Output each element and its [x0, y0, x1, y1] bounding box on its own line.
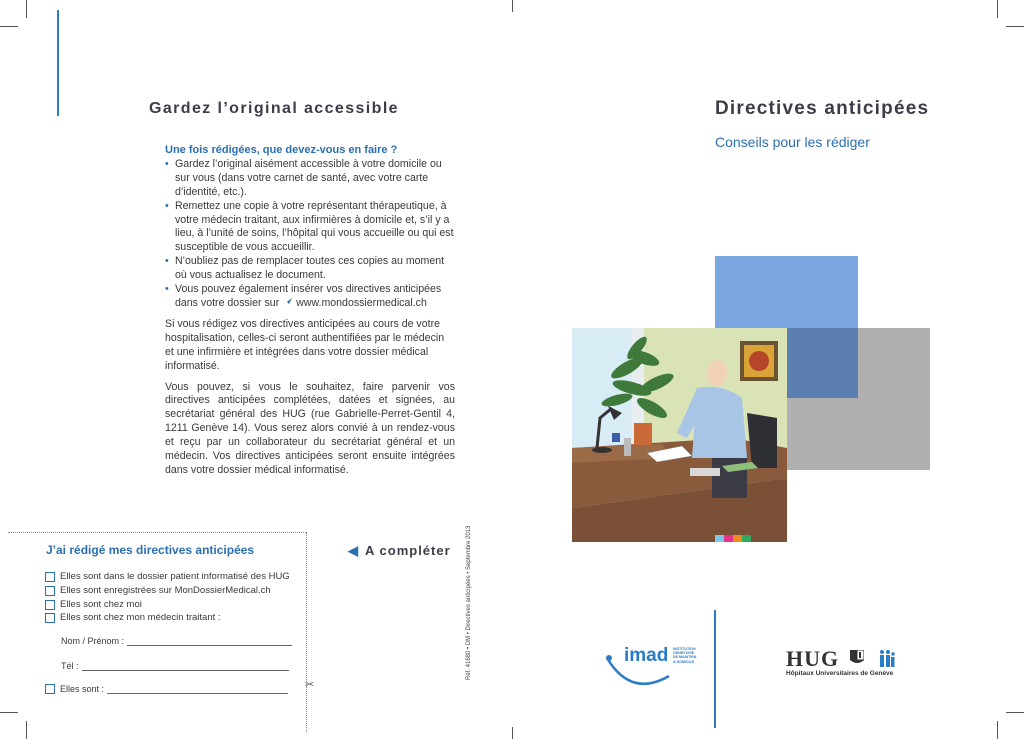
- left-body: [165, 144, 455, 478]
- hug-subtitle: Hôpitaux Universitaires de Genève: [786, 670, 894, 677]
- geneva-shield-icon: [850, 650, 864, 671]
- list-item: • N’oubliez pas de remplacer toutes ces copies au moment où vous actualisez le document.: [165, 255, 455, 283]
- website-link[interactable]: www.mondossiermedical.ch: [296, 296, 427, 309]
- hug-wordmark: HUG: [786, 646, 840, 671]
- a-completer-label: [348, 543, 451, 559]
- checkbox-row[interactable]: [45, 684, 288, 694]
- tel-field[interactable]: [61, 661, 289, 671]
- checkbox-label: Elles sont chez moi: [60, 599, 142, 610]
- elles-sont-label: Elles sont :: [60, 684, 105, 694]
- checkbox-row[interactable]: [45, 612, 221, 623]
- form-title: J’ai rédigé mes directives anticipées: [46, 543, 255, 557]
- bullet-list: [165, 158, 455, 311]
- crop-mark: [512, 727, 513, 739]
- elles-sont-input-line[interactable]: [107, 685, 288, 694]
- document-title: Directives anticipées: [715, 98, 930, 119]
- left-blue-rule: [57, 10, 59, 116]
- checkbox-label: Elles sont chez mon médecin traitant :: [60, 612, 221, 623]
- checkbox-row[interactable]: [45, 571, 290, 582]
- hug-logo: [786, 646, 898, 680]
- left-heading: Gardez l’original accessible: [149, 100, 399, 117]
- cut-line-vertical: [306, 532, 307, 732]
- people-icon: [878, 649, 896, 672]
- crop-mark: [0, 26, 18, 27]
- light-blue-square: [715, 256, 858, 328]
- arrow-left-icon: ◀: [348, 543, 359, 558]
- imad-logo: [601, 638, 701, 690]
- scissors-icon: ✂: [305, 679, 315, 691]
- imad-wordmark: imad: [624, 645, 669, 666]
- checkbox[interactable]: [45, 613, 55, 623]
- checkbox-row[interactable]: [45, 585, 271, 596]
- paragraph: Si vous rédigez vos directives anticipées au cours de votre hospitalisation, celles-ci seront authentifiées par le médecin et une infirmière et intégrées dans votre dossier médical informatisé.: [165, 317, 445, 372]
- question-heading: Une fois rédigées, que devez-vous en faire ?: [165, 144, 398, 156]
- crop-mark: [26, 0, 27, 18]
- list-item: [165, 283, 455, 311]
- list-item: • Gardez l’original aisément accessible à votre domicile ou sur vous (dans votre carnet de santé, avec votre carte d’identité, etc.).: [165, 158, 455, 200]
- crop-mark: [997, 721, 998, 739]
- imad-tagline: INSTITUTION GENEVOISE DE MAINTIEN À DOMICILE: [673, 647, 697, 664]
- crop-mark: [26, 721, 27, 739]
- name-field[interactable]: [61, 636, 292, 646]
- a-completer-text: A compléter: [365, 543, 451, 558]
- office-illustration: [572, 328, 787, 542]
- paragraph: Vous pouvez, si vous le souhaitez, faire parvenir vos directives anticipées complétées, datées et signées, au secrétariat général des HUG (rue Gabrielle-Perret-Gentil 4, 1211 Genève 14). Vous serez alors convié à un rendez-vous et reçu par un collaborateur du secrétariat général et un médecin. Vos directives anticipées seront ensuite intégrées dans votre dossier médical informatisé.: [165, 380, 455, 476]
- document-subtitle: Conseils pour les rédiger: [715, 134, 870, 150]
- name-input-line[interactable]: [127, 637, 292, 646]
- tel-input-line[interactable]: [82, 662, 289, 671]
- crop-mark: [1006, 26, 1024, 27]
- crop-mark: [997, 0, 998, 18]
- checkbox[interactable]: [45, 572, 55, 582]
- colour-strip: [715, 535, 751, 542]
- checkbox-label: Elles sont dans le dossier patient informatisé des HUG: [60, 571, 290, 582]
- checkbox[interactable]: [45, 600, 55, 610]
- checkbox[interactable]: [45, 586, 55, 596]
- crop-mark: [1006, 712, 1024, 713]
- list-item: • Remettez une copie à votre représentant thérapeutique, à votre médecin traitant, aux infirmières à domicile et, s’il y a lieu, à l’unité de soins, l’hôpital qui vous accueille ou qui est susceptible de vous accueillir.: [165, 200, 455, 256]
- rocket-icon: [282, 297, 296, 309]
- mid-blue-square: [786, 328, 858, 398]
- checkbox-label: Elles sont enregistrées sur MonDossierMedical.ch: [60, 585, 271, 596]
- tel-label: Tél :: [61, 661, 79, 671]
- cut-line-horizontal: [8, 532, 306, 533]
- crop-mark: [512, 0, 513, 12]
- reference-code: Réf. 41680 • DM • Directives anticipées • Septembre 2013: [466, 525, 472, 680]
- list-item-text: Vous pouvez également insérer vos directives anticipées dans votre dossier sur: [175, 283, 442, 309]
- name-label: Nom / Prénom :: [61, 636, 125, 646]
- checkbox-row[interactable]: [45, 599, 142, 610]
- crop-mark: [0, 712, 18, 713]
- checkbox[interactable]: [45, 684, 55, 694]
- center-blue-rule: [714, 610, 716, 728]
